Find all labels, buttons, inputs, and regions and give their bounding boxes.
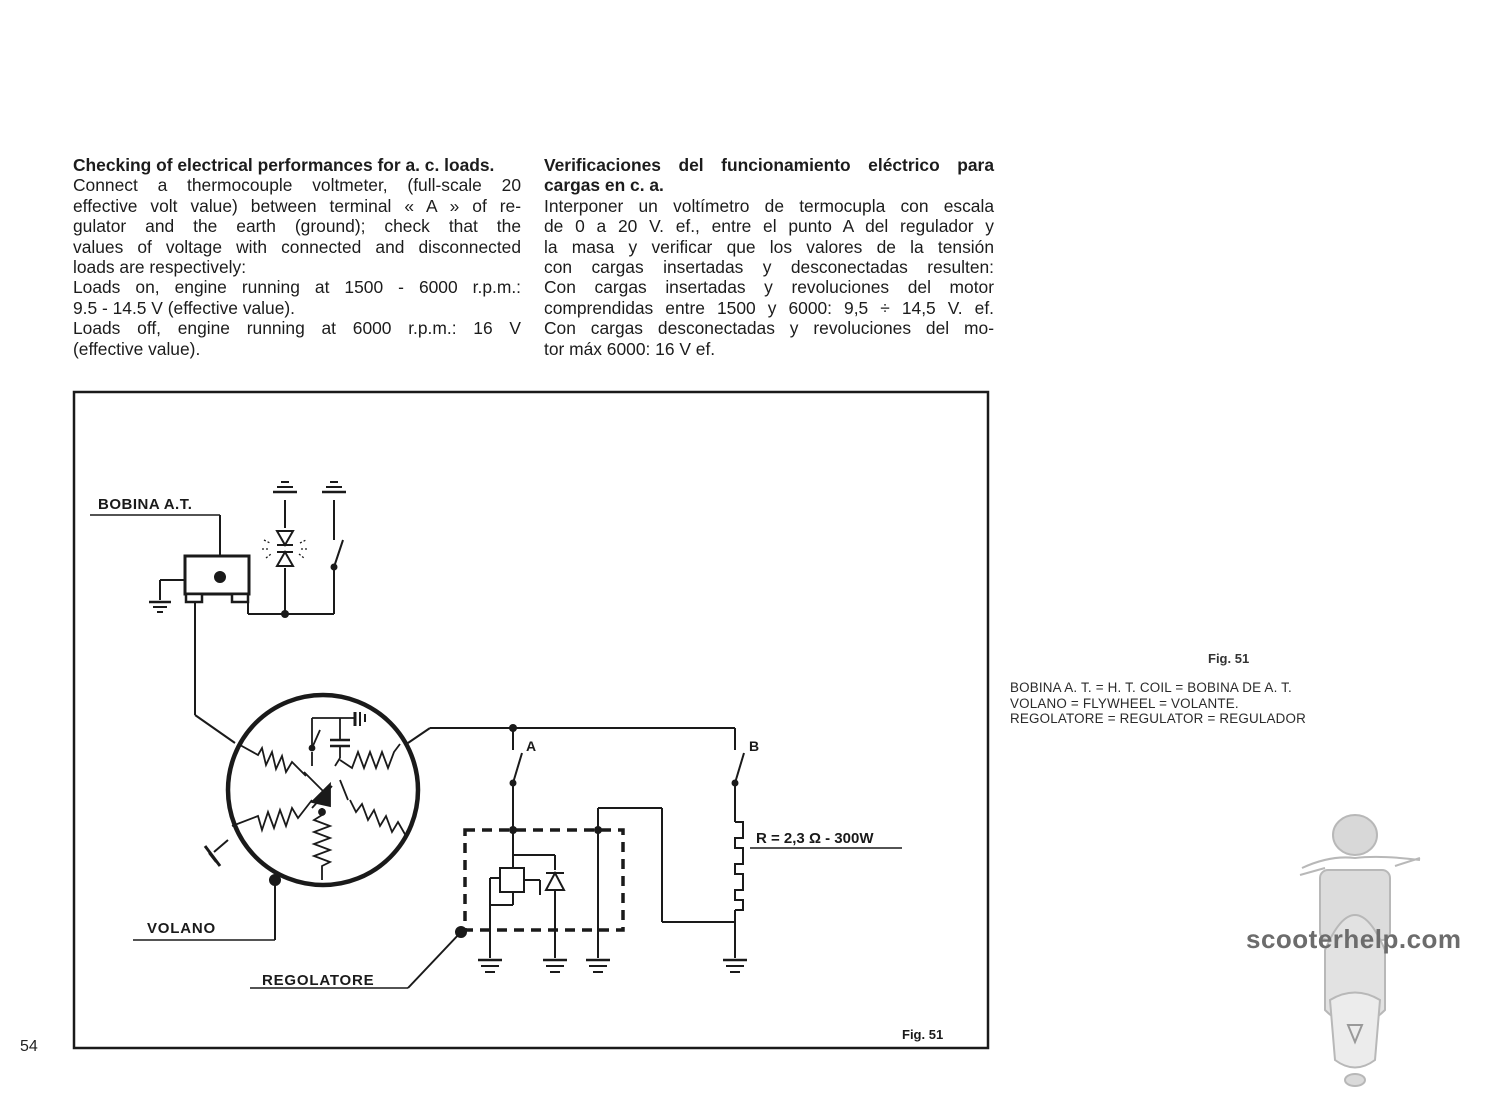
diagram-frame — [74, 392, 988, 1048]
resistor-label: R = 2,3 Ω - 300W — [756, 830, 874, 847]
english-line: Loads on, engine running at 1500 - 6000 r.p.m.: — [73, 277, 521, 298]
lamp-icon — [262, 528, 308, 568]
legend-line: BOBINA A. T. = H. T. COIL = BOBINA DE A. T. — [1010, 680, 1292, 695]
english-line: Connect a thermocouple voltmeter, (full-scale 20 — [73, 175, 521, 196]
english-line: effective volt value) between terminal « A » of re- — [73, 195, 521, 216]
switch-icon — [328, 540, 343, 570]
english-line: (effective value). — [73, 338, 201, 359]
ground-icon — [543, 960, 567, 972]
ground-icon — [586, 960, 610, 972]
spanish-line: comprendidas entre 1500 y 6000: 9,5 ÷ 14,5 V. ef. — [544, 297, 994, 318]
spanish-heading: Verificaciones del funcionamiento eléctrico para — [544, 155, 994, 175]
page-number: 54 — [20, 1038, 38, 1055]
ground-icon — [149, 602, 171, 612]
switch-a-label: A — [526, 738, 537, 754]
english-line: Loads off, engine running at 6000 r.p.m.: 16 V — [73, 318, 521, 339]
spanish-line: la masa y verificar que los valores de la tensión — [544, 236, 994, 257]
legend-title: Fig. 51 — [1208, 651, 1250, 666]
english-line: loads are respectively: — [73, 257, 247, 278]
resistor — [735, 822, 743, 910]
ignition-coil — [160, 556, 249, 602]
spanish-line: tor máx 6000: 16 V ef. — [544, 338, 716, 359]
english-heading: Checking of electrical performances for a. c. loads. — [73, 155, 495, 175]
spanish-line: de 0 a 20 V. ef., entre el punto A del regulador y — [544, 216, 994, 237]
switch-b-icon — [733, 753, 745, 786]
english-line: values of voltage with connected and disconnected — [73, 236, 521, 257]
ground-icon — [322, 482, 346, 492]
coil-label: BOBINA A.T. — [98, 496, 193, 513]
legend-line: VOLANO = FLYWHEEL = VOLANTE. — [1010, 695, 1239, 711]
stator-windings — [232, 712, 406, 880]
watermark-text: scooterhelp.com — [1246, 924, 1462, 954]
spanish-heading: cargas en c. a. — [544, 175, 664, 196]
ground-icon — [478, 960, 502, 972]
regulator-label: REGOLATORE — [262, 972, 375, 989]
flywheel-label: VOLANO — [147, 920, 216, 937]
spanish-line: con cargas insertadas y desconectadas resulten: — [544, 257, 994, 278]
ground-icon — [273, 482, 297, 492]
spanish-line: Con cargas desconectadas y revoluciones del mo- — [544, 318, 994, 339]
english-line: 9.5 - 14.5 V (effective value). — [73, 297, 296, 318]
figure-caption: Fig. 51 — [902, 1027, 944, 1042]
legend-line: REGOLATORE = REGULATOR = REGULADOR — [1010, 711, 1307, 727]
ground-icon — [723, 960, 747, 972]
switch-a-icon — [511, 753, 523, 786]
english-line: gulator and the earth (ground); check that the — [73, 216, 521, 237]
spanish-line: Interponer un voltímetro de termocupla con escala — [544, 195, 994, 216]
spanish-line: Con cargas insertadas y revoluciones del motor — [544, 277, 994, 298]
regulator-box — [465, 830, 623, 930]
figure-legend — [1010, 680, 1430, 727]
switch-b-label: B — [749, 738, 760, 754]
